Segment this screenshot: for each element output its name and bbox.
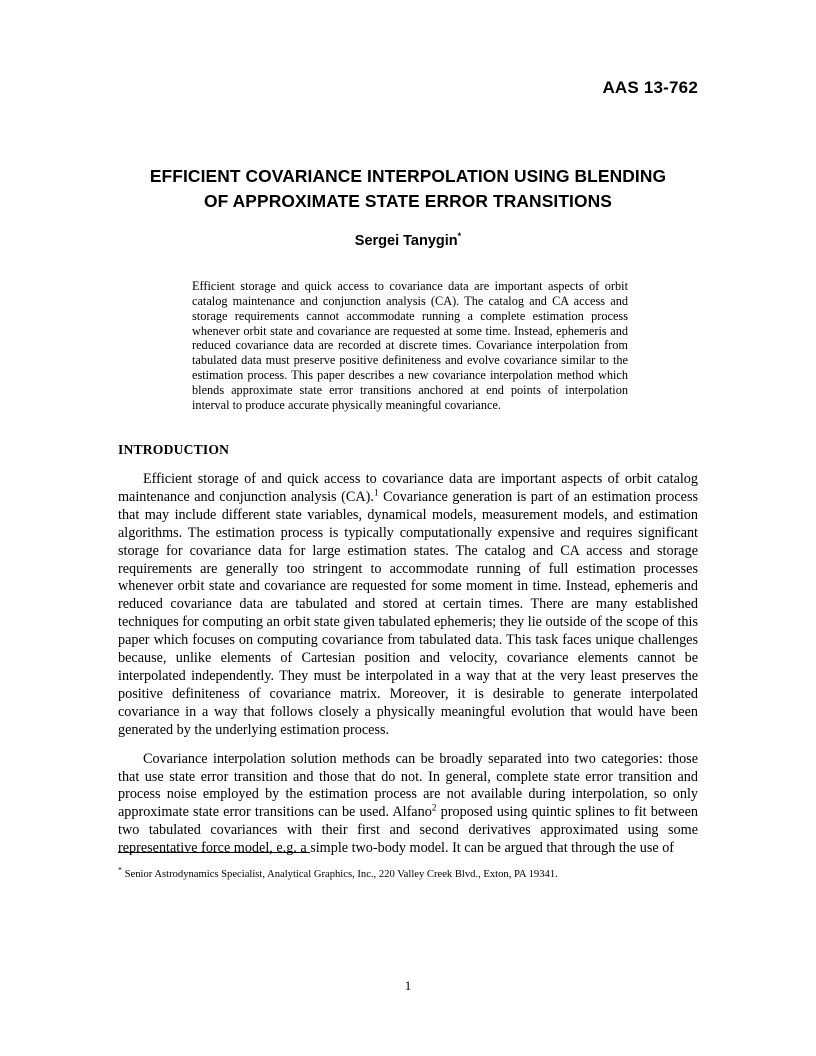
- abstract-text: Efficient storage and quick access to covariance data are important aspects of orbit catalog maintenance and conjunction analysis (CA). The catalog and CA access and storage requirements cannot accommodate running a complete estimation process whenever orbit state and covariance are requested at some time. Instead, ephemeris and reduced covariance data are recorded at discrete times. Covariance interpolation from tabulated data must preserve positive definiteness and evolve covariance similar to the estimation process. This paper describes a new covariance interpolation method which blends approximate state error transitions anchored at end points of interpolation interval to produce accurate physically meaningful covariance.: [192, 279, 628, 412]
- body-text: [118, 471, 698, 858]
- author-byline: [118, 233, 698, 249]
- page-number: 1: [404, 978, 412, 993]
- page-title: [118, 164, 698, 214]
- title-line-1: EFFICIENT COVARIANCE INTERPOLATION USING BLENDING: [149, 166, 667, 186]
- document-number: AAS 13-762: [602, 78, 698, 97]
- author-footnote-marker: *: [457, 231, 462, 242]
- paragraph-1: [118, 471, 698, 740]
- footnote-separator-rule: [118, 852, 310, 853]
- author-name: Sergei Tanygin: [354, 233, 458, 249]
- paragraph-1-part-1: Efficient storage of and quick access to covariance data are important aspects of orbit catalog maintenance and conjunction analysis (CA).: [118, 471, 698, 505]
- paragraph-2: [118, 751, 698, 858]
- footnote: [118, 865, 698, 881]
- title-line-2: OF APPROXIMATE STATE ERROR TRANSITIONS: [204, 191, 612, 211]
- paragraph-2-part-1: Covariance interpolation solution methods can be broadly separated into two categories: those that use state error transition and those that do not. In general, complete state error transition and process noise employed by the estimation process are not available during interpolation, so only approximate state error transitions can be used. Alfano: [118, 750, 698, 821]
- paragraph-1-part-2: Covariance generation is part of an estimation process that may include different state variables, dynamical models, measurement models, and estimation algorithms. The estimation process is typically computationally expensive and requires significant storage for covariance data for large estimation states. The catalog and CA access and storage requirements are generally too stringent to accommodate running of full estimation processes whenever orbit state and covariance are requested for some moment in time. Instead, ephemeris and reduced covariance data are tabulated and stored at certain times. There are many established techniques for computing an orbit state given tabulated ephemeris; they lie outside of the scope of this paper which focuses on computing covariance from tabulated data. This task faces unique challenges because, unlike elements of Cartesian position and velocity, covariance elements cannot be interpolated independently. They must be interpolated in a way that at the very least preserves the positive definiteness of covariance matrix. Moreover, it is desirable to generate interpolated covariance in a way that follows closely a physically meaningful evolution that would have been generated by the underlying estimation process.: [118, 488, 698, 738]
- section-heading-introduction: INTRODUCTION: [118, 442, 230, 457]
- citation-marker-1: 1: [373, 488, 379, 499]
- citation-marker-2: 2: [431, 803, 437, 814]
- paragraph-2-part-2: proposed using quintic splines to fit between two tabulated covariances with their first and second derivatives approximated using some representative force model, e.g. a simple two-body model. It can be argued that through the use of: [118, 804, 698, 857]
- footnote-text: Senior Astrodynamics Specialist, Analytical Graphics, Inc., 220 Valley Creek Blvd., Exton, PA 19341.: [122, 869, 558, 880]
- footnote-marker: *: [118, 865, 122, 875]
